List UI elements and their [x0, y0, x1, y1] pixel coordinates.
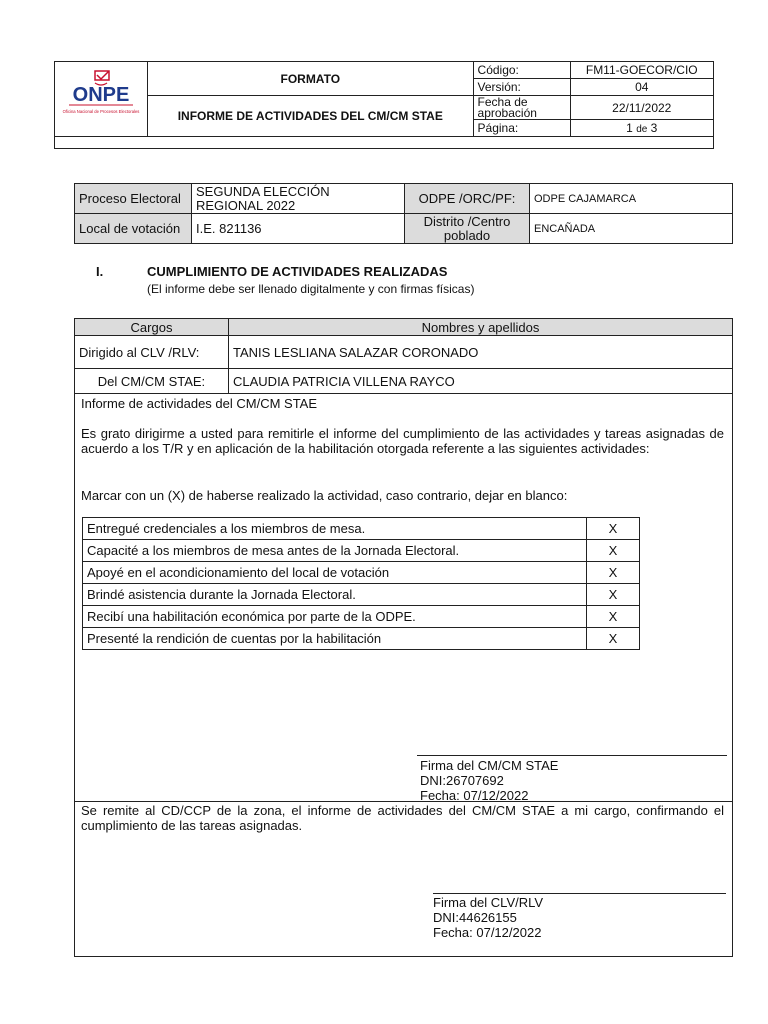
- del-value: CLAUDIA PATRICIA VILLENA RAYCO: [229, 369, 733, 394]
- activity-mark: X: [587, 562, 640, 584]
- activity-text: Brindé asistencia durante la Jornada Electoral.: [83, 584, 587, 606]
- activity-row: [83, 518, 640, 540]
- cm-signature-dni: DNI:26707692: [420, 773, 504, 788]
- doc-type: FORMATO: [148, 62, 474, 96]
- activity-row: [83, 540, 640, 562]
- activity-text: Capacité a los miembros de mesa antes de la Jornada Electoral.: [83, 540, 587, 562]
- report-instruction: Marcar con un (X) de haberse realizado la actividad, caso contrario, dejar en blanco:: [81, 488, 568, 503]
- codigo-label: Código:: [473, 62, 570, 79]
- activity-mark: X: [587, 518, 640, 540]
- cm-signature-title: Firma del CM/CM STAE: [420, 758, 559, 773]
- distrito-value: ENCAÑADA: [530, 214, 733, 244]
- fecha-value: 22/11/2022: [570, 96, 713, 120]
- pagina-value: [570, 120, 713, 137]
- codigo-value: FM11-GOECOR/CIO: [570, 62, 713, 79]
- section-title: CUMPLIMIENTO DE ACTIVIDADES REALIZADAS: [147, 264, 448, 279]
- activity-row: [83, 628, 640, 650]
- clv-signature-block: [433, 895, 543, 940]
- doc-title: INFORME DE ACTIVIDADES DEL CM/CM STAE: [148, 96, 474, 137]
- fecha-label: Fecha de aprobación: [473, 96, 570, 120]
- odpe-label: ODPE /ORC/PF:: [405, 184, 530, 214]
- clv-signature-dni: DNI:44626155: [433, 910, 517, 925]
- activity-mark: X: [587, 606, 640, 628]
- distrito-label: Distrito /Centro poblado: [405, 214, 530, 244]
- activity-text: Apoyé en el acondicionamiento del local de votación: [83, 562, 587, 584]
- activity-row: [83, 562, 640, 584]
- activity-mark: X: [587, 584, 640, 606]
- dirigido-value: TANIS LESLIANA SALAZAR CORONADO: [229, 336, 733, 369]
- process-table: [74, 183, 733, 244]
- clv-signature-date: Fecha: 07/12/2022: [433, 925, 542, 940]
- pagina-de: de: [636, 124, 648, 135]
- cm-signature-block: [420, 758, 558, 803]
- activity-text: Recibí una habilitación económica por parte de la ODPE.: [83, 606, 587, 628]
- cm-signature-line: [417, 755, 727, 756]
- proceso-value: SEGUNDA ELECCIÓN REGIONAL 2022: [192, 184, 405, 214]
- svg-text:ONPE: ONPE: [72, 83, 130, 106]
- activity-mark: X: [587, 628, 640, 650]
- dirigido-label: Dirigido al CLV /RLV:: [75, 336, 229, 369]
- del-label: Del CM/CM STAE:: [75, 369, 229, 394]
- onpe-logo: [55, 62, 148, 137]
- activity-text: Presenté la rendición de cuentas por la habilitación: [83, 628, 587, 650]
- remit-text: Se remite al CD/CCP de la zona, el informe de actividades del CM/CM STAE a mi cargo, confirmando el cumplimiento de las tareas asignadas.: [81, 803, 724, 833]
- report-table: [74, 318, 733, 957]
- report-heading: Informe de actividades del CM/CM STAE: [81, 396, 318, 411]
- pagina-num: 1: [626, 121, 633, 135]
- odpe-value: ODPE CAJAMARCA: [530, 184, 733, 214]
- clv-signature-title: Firma del CLV/RLV: [433, 895, 544, 910]
- header-spacer-row: [55, 137, 714, 149]
- proceso-label: Proceso Electoral: [75, 184, 192, 214]
- report-cell: [75, 394, 733, 802]
- svg-text:Oficina Nacional de Procesos E: Oficina Nacional de Procesos Electorales: [62, 108, 140, 114]
- local-label: Local de votación: [75, 214, 192, 244]
- report-intro: Es grato dirigirme a usted para remitirle el informe del cumplimiento de las actividades y tareas asignadas de acuerdo a los T/R y en aplicación de la habilitación otorgada referente a las siguientes actividades:: [81, 426, 724, 456]
- col-nombres: Nombres y apellidos: [229, 319, 733, 336]
- col-cargos: Cargos: [75, 319, 229, 336]
- version-value: 04: [570, 79, 713, 96]
- activity-mark: X: [587, 540, 640, 562]
- pagina-total: 3: [650, 121, 658, 135]
- remit-cell: [75, 802, 733, 957]
- section-number: I.: [96, 264, 104, 279]
- activity-row: [83, 584, 640, 606]
- activity-row: [83, 606, 640, 628]
- version-label: Versión:: [473, 79, 570, 96]
- section-note: (El informe debe ser llenado digitalmente y con firmas físicas): [147, 282, 475, 296]
- cm-signature-date: Fecha: 07/12/2022: [420, 788, 529, 803]
- document-header: [54, 61, 714, 149]
- clv-signature-line: [433, 893, 726, 894]
- pagina-label: Página:: [473, 120, 570, 137]
- ballot-hand-icon: [61, 69, 141, 127]
- activities-table: [82, 517, 640, 650]
- local-value: I.E. 821136: [192, 214, 405, 244]
- activity-text: Entregué credenciales a los miembros de mesa.: [83, 518, 587, 540]
